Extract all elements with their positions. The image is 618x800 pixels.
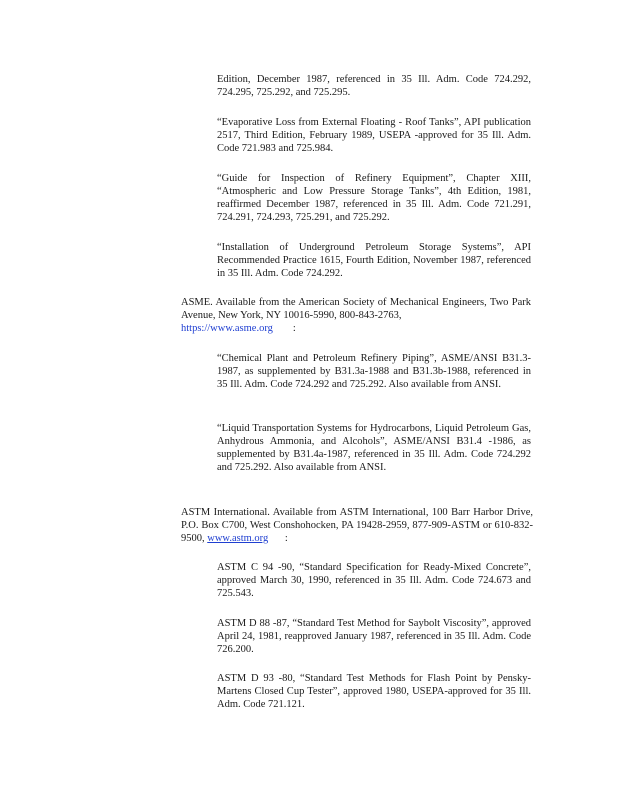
- liquid-transportation-paragraph: “Liquid Transportation Systems for Hydrocarbons, Liquid Petroleum Gas, Anhydrous Ammonia, and Alcohols”, ASME/ANSI B31.4 -1986, as supplemented by B31.4a-1987, referenced in 35 Ill. Adm. Code 724.292 and 725.292. Also available from ANSI.: [217, 423, 531, 473]
- astm-d88-paragraph: ASTM D 88 -87, “Standard Test Method for Saybolt Viscosity”, approved April 24, 1981, reapproved January 1987, referenced in 35 Ill. Adm. Code 726.200.: [217, 618, 531, 655]
- astm-text: ASTM International. Available from ASTM International, 100 Barr Harbor Drive, P.O. Box C700, West Conshohocken, PA 19428-2959, 877-909-ASTM or 610-832-9500,: [181, 507, 533, 544]
- asme-url-line: [181, 322, 531, 335]
- asme-paragraph: [181, 296, 531, 335]
- underground-storage-paragraph: “Installation of Underground Petroleum Storage Systems”, API Recommended Practice 1615, Fourth Edition, November 1987, referenced in 35 Ill. Adm. Code 724.292.: [217, 242, 531, 279]
- astm-paragraph: [181, 506, 533, 545]
- chemical-plant-piping-paragraph: “Chemical Plant and Petroleum Refinery Piping”, ASME/ANSI B31.3-1987, as supplemented by B31.3a-1988 and B31.3b-1988, referenced in 35 Ill. Adm. Code 724.292 and 725.292. Also available from ANSI.: [217, 353, 531, 390]
- refinery-inspection-paragraph: “Guide for Inspection of Refinery Equipment”, Chapter XIII, “Atmospheric and Low Pressure Storage Tanks”, 4th Edition, 1981, reaffirmed December 1987, referenced in 35 Ill. Adm. Code 721.291, 724.291, 724.293, 725.291, and 725.292.: [217, 173, 531, 223]
- evaporative-loss-paragraph: “Evaporative Loss from External Floating - Roof Tanks”, API publication 2517, Third Edition, February 1989, USEPA -approved for 35 Ill. Adm. Code 721.983 and 725.984.: [217, 117, 531, 154]
- astm-c94-paragraph: ASTM C 94 -90, “Standard Specification for Ready-Mixed Concrete”, approved March 30, 1990, referenced in 35 Ill. Adm. Code 724.673 and 725.543.: [217, 562, 531, 599]
- asme-text: ASME. Available from the American Society of Mechanical Engineers, Two Park Avenue, New York, NY 10016-5990, 800-843-2763,: [181, 297, 531, 321]
- api-edition-paragraph: Edition, December 1987, referenced in 35 Ill. Adm. Code 724.292, 724.295, 725.292, and 725.295.: [217, 74, 531, 98]
- astm-link[interactable]: www.astm.org: [207, 533, 269, 544]
- astm-d93-paragraph: ASTM D 93 -80, “Standard Test Methods for Flash Point by Pensky- Martens Closed Cup Tester”, approved 1980, USEPA-approved for 35 Ill. Adm. Code 721.121.: [217, 673, 531, 710]
- asme-link[interactable]: https://www.asme.org: [181, 323, 273, 334]
- astm-colon: :: [284, 533, 288, 544]
- asme-colon: :: [292, 323, 296, 334]
